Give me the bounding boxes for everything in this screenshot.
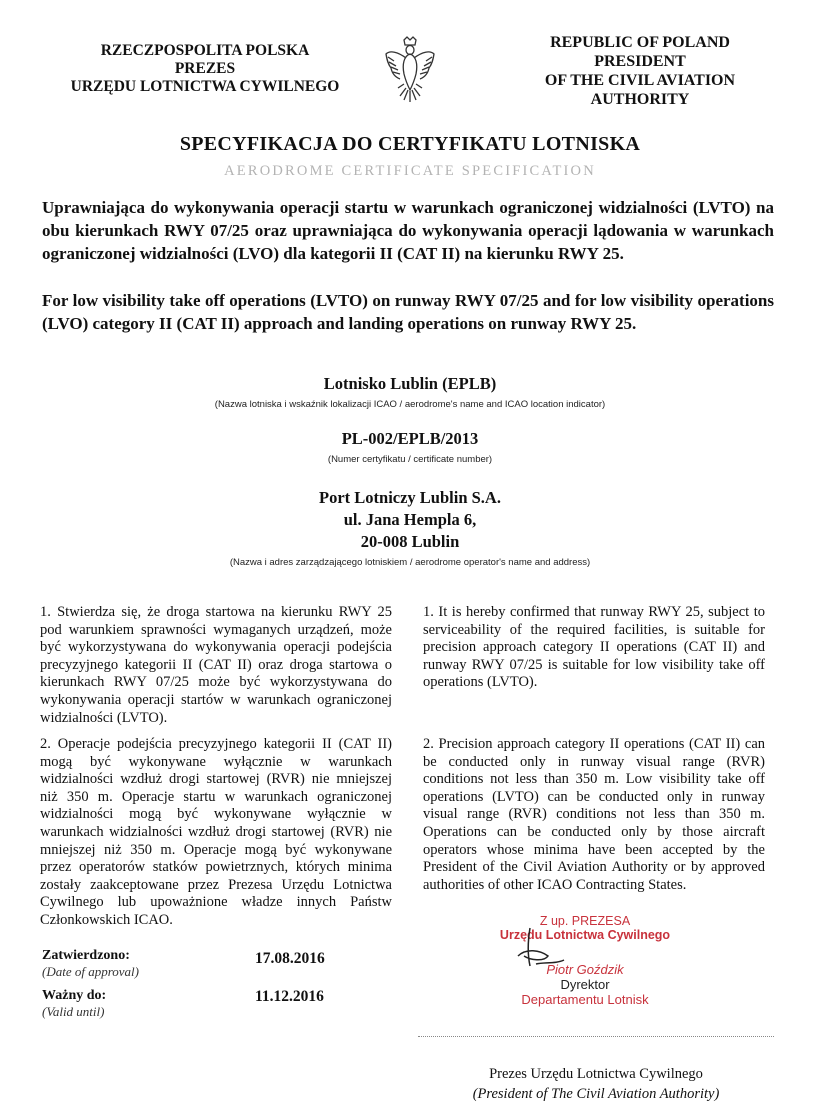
signatory-name: Piotr Goździk [546, 962, 624, 977]
operator-name: Port Lotniczy Lublin S.A. [319, 488, 501, 507]
header-right-line-4: AUTHORITY [590, 91, 690, 108]
footer-title: Prezes Urzędu Lotnictwa Cywilnego [489, 1066, 703, 1082]
header-right-line-3: OF THE CIVIL AVIATION [544, 72, 736, 89]
operator-city: 20-008 Lublin [360, 532, 460, 551]
stamp-header [460, 914, 710, 942]
header-right-line-2: PRESIDENT [594, 53, 686, 70]
clause-en-1: 1. It is hereby confirmed that runway RWY 25, subject to serviceability of the required facilities, is suitable for precision approach category II operations (CAT II) and runway RWY 07/25 is suitable for low visibility take off operations (LVTO). [423, 604, 765, 691]
header-left-line-2: PREZES [174, 60, 236, 77]
clause-en-2: 2. Precision approach category II operations (CAT II) can be conducted only in runway visual range (RVR) conditions not less than 350 m. Low visibility take off operations (LVTO) can be conducted only in runway visual range (RVR) conditions not less than 350 m. Operations can be conducted only by those aircraft operators whose minima have been accepted by the President of the Civil Aviation Authority or by approved authorities of other ICAO Contracting States. [423, 736, 765, 893]
certificate-number: PL-002/EPLB/2013 [341, 429, 479, 448]
footer-title-en: (President of The Civil Aviation Authority) [472, 1086, 720, 1102]
polish-eagle-emblem-icon [384, 36, 436, 104]
operator-note: (Nazwa i adres zarządzającego lotniskiem / aerodrome operator's name and address) [229, 557, 591, 568]
clause-pl-2: 2. Operacje podejścia precyzyjnego kategorii II (CAT II) mogą być wykonywane wyłącznie w warunkach widzialności wzdłuż drogi startowej (RVR) nie mniejszej niż 350 m. Operacje startu w warunkach ograniczonej widzialności mogą być wykonywane wyłącznie w warunkach widzialności wzdłuż drogi startowej (RVR) nie mniejszej niż 350 m. Operacje mogą być wykonywane przez operatorów statków powietrznych, których minima zostały zaakceptowane przez Prezesa Urzędu Lotnictwa Cywilnego lub upoważnione władze innych Państw Członkowskich ICAO. [40, 736, 392, 928]
stamp-line-2: Urzędu Lotnictwa Cywilnego [499, 928, 671, 942]
stamp-line-1: Z up. PREZESA [539, 914, 631, 928]
operator-street: ul. Jana Hempla 6, [343, 510, 477, 529]
certificate-number-note: (Numer certyfikatu / certificate number) [327, 454, 493, 465]
valid-until-label-en: (Valid until) [42, 1004, 105, 1019]
header-right [490, 33, 790, 109]
aerodrome-name-note: (Nazwa lotniska i wskaźnik lokalizacji ICAO / aerodrome's name and ICAO location indicator) [214, 399, 606, 410]
scope-polish: Uprawniająca do wykonywania operacji startu w warunkach ograniczonej widzialności (LVTO) na obu kierunkach RWY 07/25 oraz uprawniająca do wykonywania operacji lądowania w warunkach ograniczonej widzialności (LVO) dla kategorii II (CAT II) na kierunku RWY 25. [42, 198, 774, 263]
header-right-line-1: REPUBLIC OF POLAND [550, 34, 730, 51]
document-subtitle: AERODROME CERTIFICATE SPECIFICATION [224, 163, 596, 179]
approval-label-block [42, 948, 139, 980]
operator-address [0, 487, 820, 553]
approval-date: 17.08.2016 [255, 950, 325, 967]
valid-label-block [42, 988, 106, 1020]
approval-label-en: (Date of approval) [42, 964, 139, 979]
header-left-line-3: URZĘDU LOTNICTWA CYWILNEGO [70, 78, 340, 95]
document-title: SPECYFIKACJA DO CERTYFIKATU LOTNISKA [179, 133, 641, 155]
valid-until-date: 11.12.2016 [255, 988, 324, 1005]
approval-label: Zatwierdzono: [42, 948, 130, 963]
scope-english: For low visibility take off operations (LVTO) on runway RWY 07/25 and for low visibility operations (LVO) category II (CAT II) approach and landing operations on runway RWY 25. [42, 291, 774, 333]
aerodrome-name: Lotnisko Lublin (EPLB) [323, 374, 497, 393]
clause-pl-1: 1. Stwierdza się, że droga startowa na kierunku RWY 25 pod warunkiem sprawności wymaganych urządzeń, może być wykorzystywana do wykonywania operacji podejścia precyzyjnego kategorii II (CAT II) oraz droga startowa o kierunkach RWY 07/25 może być wykorzystywana do wykonywania operacji startów w warunkach ograniczonej widzialności (LVTO). [40, 604, 392, 726]
header-left [40, 42, 370, 96]
header-left-line-1: RZECZPOSPOLITA POLSKA [100, 42, 310, 59]
valid-until-label: Ważny do: [42, 988, 107, 1003]
signatory-department: Departamentu Lotnisk [521, 992, 649, 1007]
signatory-position: Dyrektor [560, 977, 610, 992]
signature-line [418, 1036, 774, 1037]
stamp-signatory [460, 962, 710, 1007]
